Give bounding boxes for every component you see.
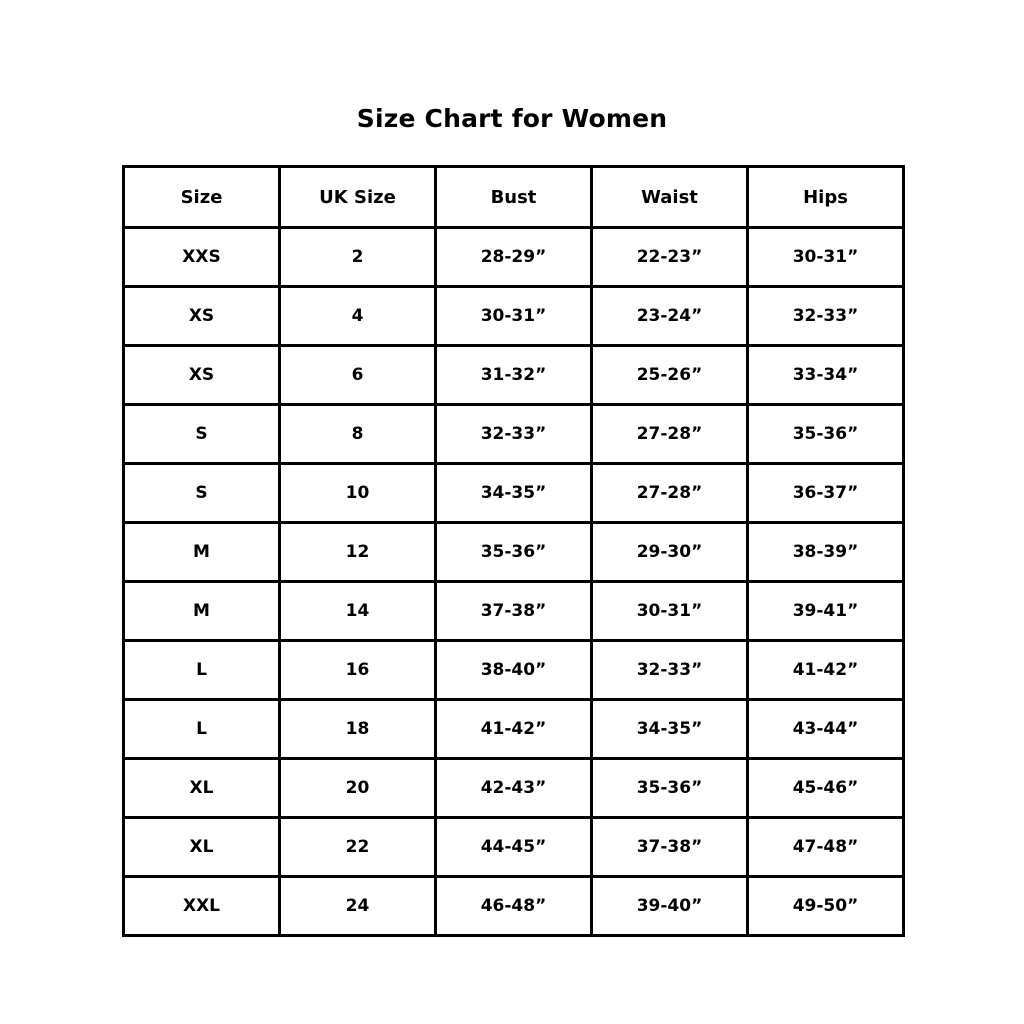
cell-waist: 22-23”	[592, 228, 748, 287]
cell-uk-size: 2	[280, 228, 436, 287]
cell-bust: 44-45”	[436, 818, 592, 877]
cell-bust: 34-35”	[436, 464, 592, 523]
size-chart-table-wrapper	[122, 165, 902, 937]
cell-hips: 49-50”	[748, 877, 904, 936]
cell-bust: 46-48”	[436, 877, 592, 936]
cell-bust: 30-31”	[436, 287, 592, 346]
cell-uk-size: 18	[280, 700, 436, 759]
table-row	[124, 405, 904, 464]
cell-waist: 30-31”	[592, 582, 748, 641]
table-row	[124, 877, 904, 936]
cell-hips: 35-36”	[748, 405, 904, 464]
table-row	[124, 464, 904, 523]
cell-bust: 38-40”	[436, 641, 592, 700]
table-row	[124, 287, 904, 346]
cell-bust: 32-33”	[436, 405, 592, 464]
table-row	[124, 346, 904, 405]
cell-size: M	[124, 582, 280, 641]
cell-hips: 47-48”	[748, 818, 904, 877]
cell-size: XS	[124, 346, 280, 405]
cell-bust: 31-32”	[436, 346, 592, 405]
table-body	[124, 228, 904, 936]
cell-uk-size: 24	[280, 877, 436, 936]
table-row	[124, 759, 904, 818]
cell-waist: 27-28”	[592, 464, 748, 523]
cell-size: S	[124, 464, 280, 523]
column-header-bust: Bust	[436, 167, 592, 228]
cell-waist: 25-26”	[592, 346, 748, 405]
cell-size: XS	[124, 287, 280, 346]
column-header-hips: Hips	[748, 167, 904, 228]
cell-hips: 36-37”	[748, 464, 904, 523]
cell-waist: 34-35”	[592, 700, 748, 759]
cell-size: XL	[124, 818, 280, 877]
table-header-row	[124, 167, 904, 228]
cell-waist: 27-28”	[592, 405, 748, 464]
cell-bust: 28-29”	[436, 228, 592, 287]
cell-uk-size: 14	[280, 582, 436, 641]
cell-hips: 38-39”	[748, 523, 904, 582]
cell-uk-size: 12	[280, 523, 436, 582]
cell-waist: 29-30”	[592, 523, 748, 582]
cell-hips: 45-46”	[748, 759, 904, 818]
cell-uk-size: 8	[280, 405, 436, 464]
cell-size: XL	[124, 759, 280, 818]
cell-bust: 42-43”	[436, 759, 592, 818]
cell-uk-size: 22	[280, 818, 436, 877]
table-row	[124, 582, 904, 641]
cell-bust: 41-42”	[436, 700, 592, 759]
cell-waist: 23-24”	[592, 287, 748, 346]
cell-hips: 43-44”	[748, 700, 904, 759]
cell-waist: 37-38”	[592, 818, 748, 877]
cell-size: L	[124, 641, 280, 700]
table-row	[124, 228, 904, 287]
cell-uk-size: 4	[280, 287, 436, 346]
cell-hips: 33-34”	[748, 346, 904, 405]
cell-bust: 37-38”	[436, 582, 592, 641]
cell-hips: 32-33”	[748, 287, 904, 346]
cell-waist: 39-40”	[592, 877, 748, 936]
cell-hips: 41-42”	[748, 641, 904, 700]
size-chart-table	[122, 165, 905, 937]
cell-size: XXS	[124, 228, 280, 287]
column-header-waist: Waist	[592, 167, 748, 228]
cell-waist: 32-33”	[592, 641, 748, 700]
table-header	[124, 167, 904, 228]
cell-hips: 39-41”	[748, 582, 904, 641]
cell-hips: 30-31”	[748, 228, 904, 287]
cell-uk-size: 20	[280, 759, 436, 818]
table-row	[124, 818, 904, 877]
cell-uk-size: 16	[280, 641, 436, 700]
cell-uk-size: 6	[280, 346, 436, 405]
table-row	[124, 523, 904, 582]
cell-size: L	[124, 700, 280, 759]
cell-size: XXL	[124, 877, 280, 936]
table-row	[124, 700, 904, 759]
cell-size: M	[124, 523, 280, 582]
page-title: Size Chart for Women	[356, 104, 668, 133]
column-header-size: Size	[124, 167, 280, 228]
cell-bust: 35-36”	[436, 523, 592, 582]
cell-size: S	[124, 405, 280, 464]
cell-waist: 35-36”	[592, 759, 748, 818]
table-row	[124, 641, 904, 700]
cell-uk-size: 10	[280, 464, 436, 523]
column-header-uk-size: UK Size	[280, 167, 436, 228]
